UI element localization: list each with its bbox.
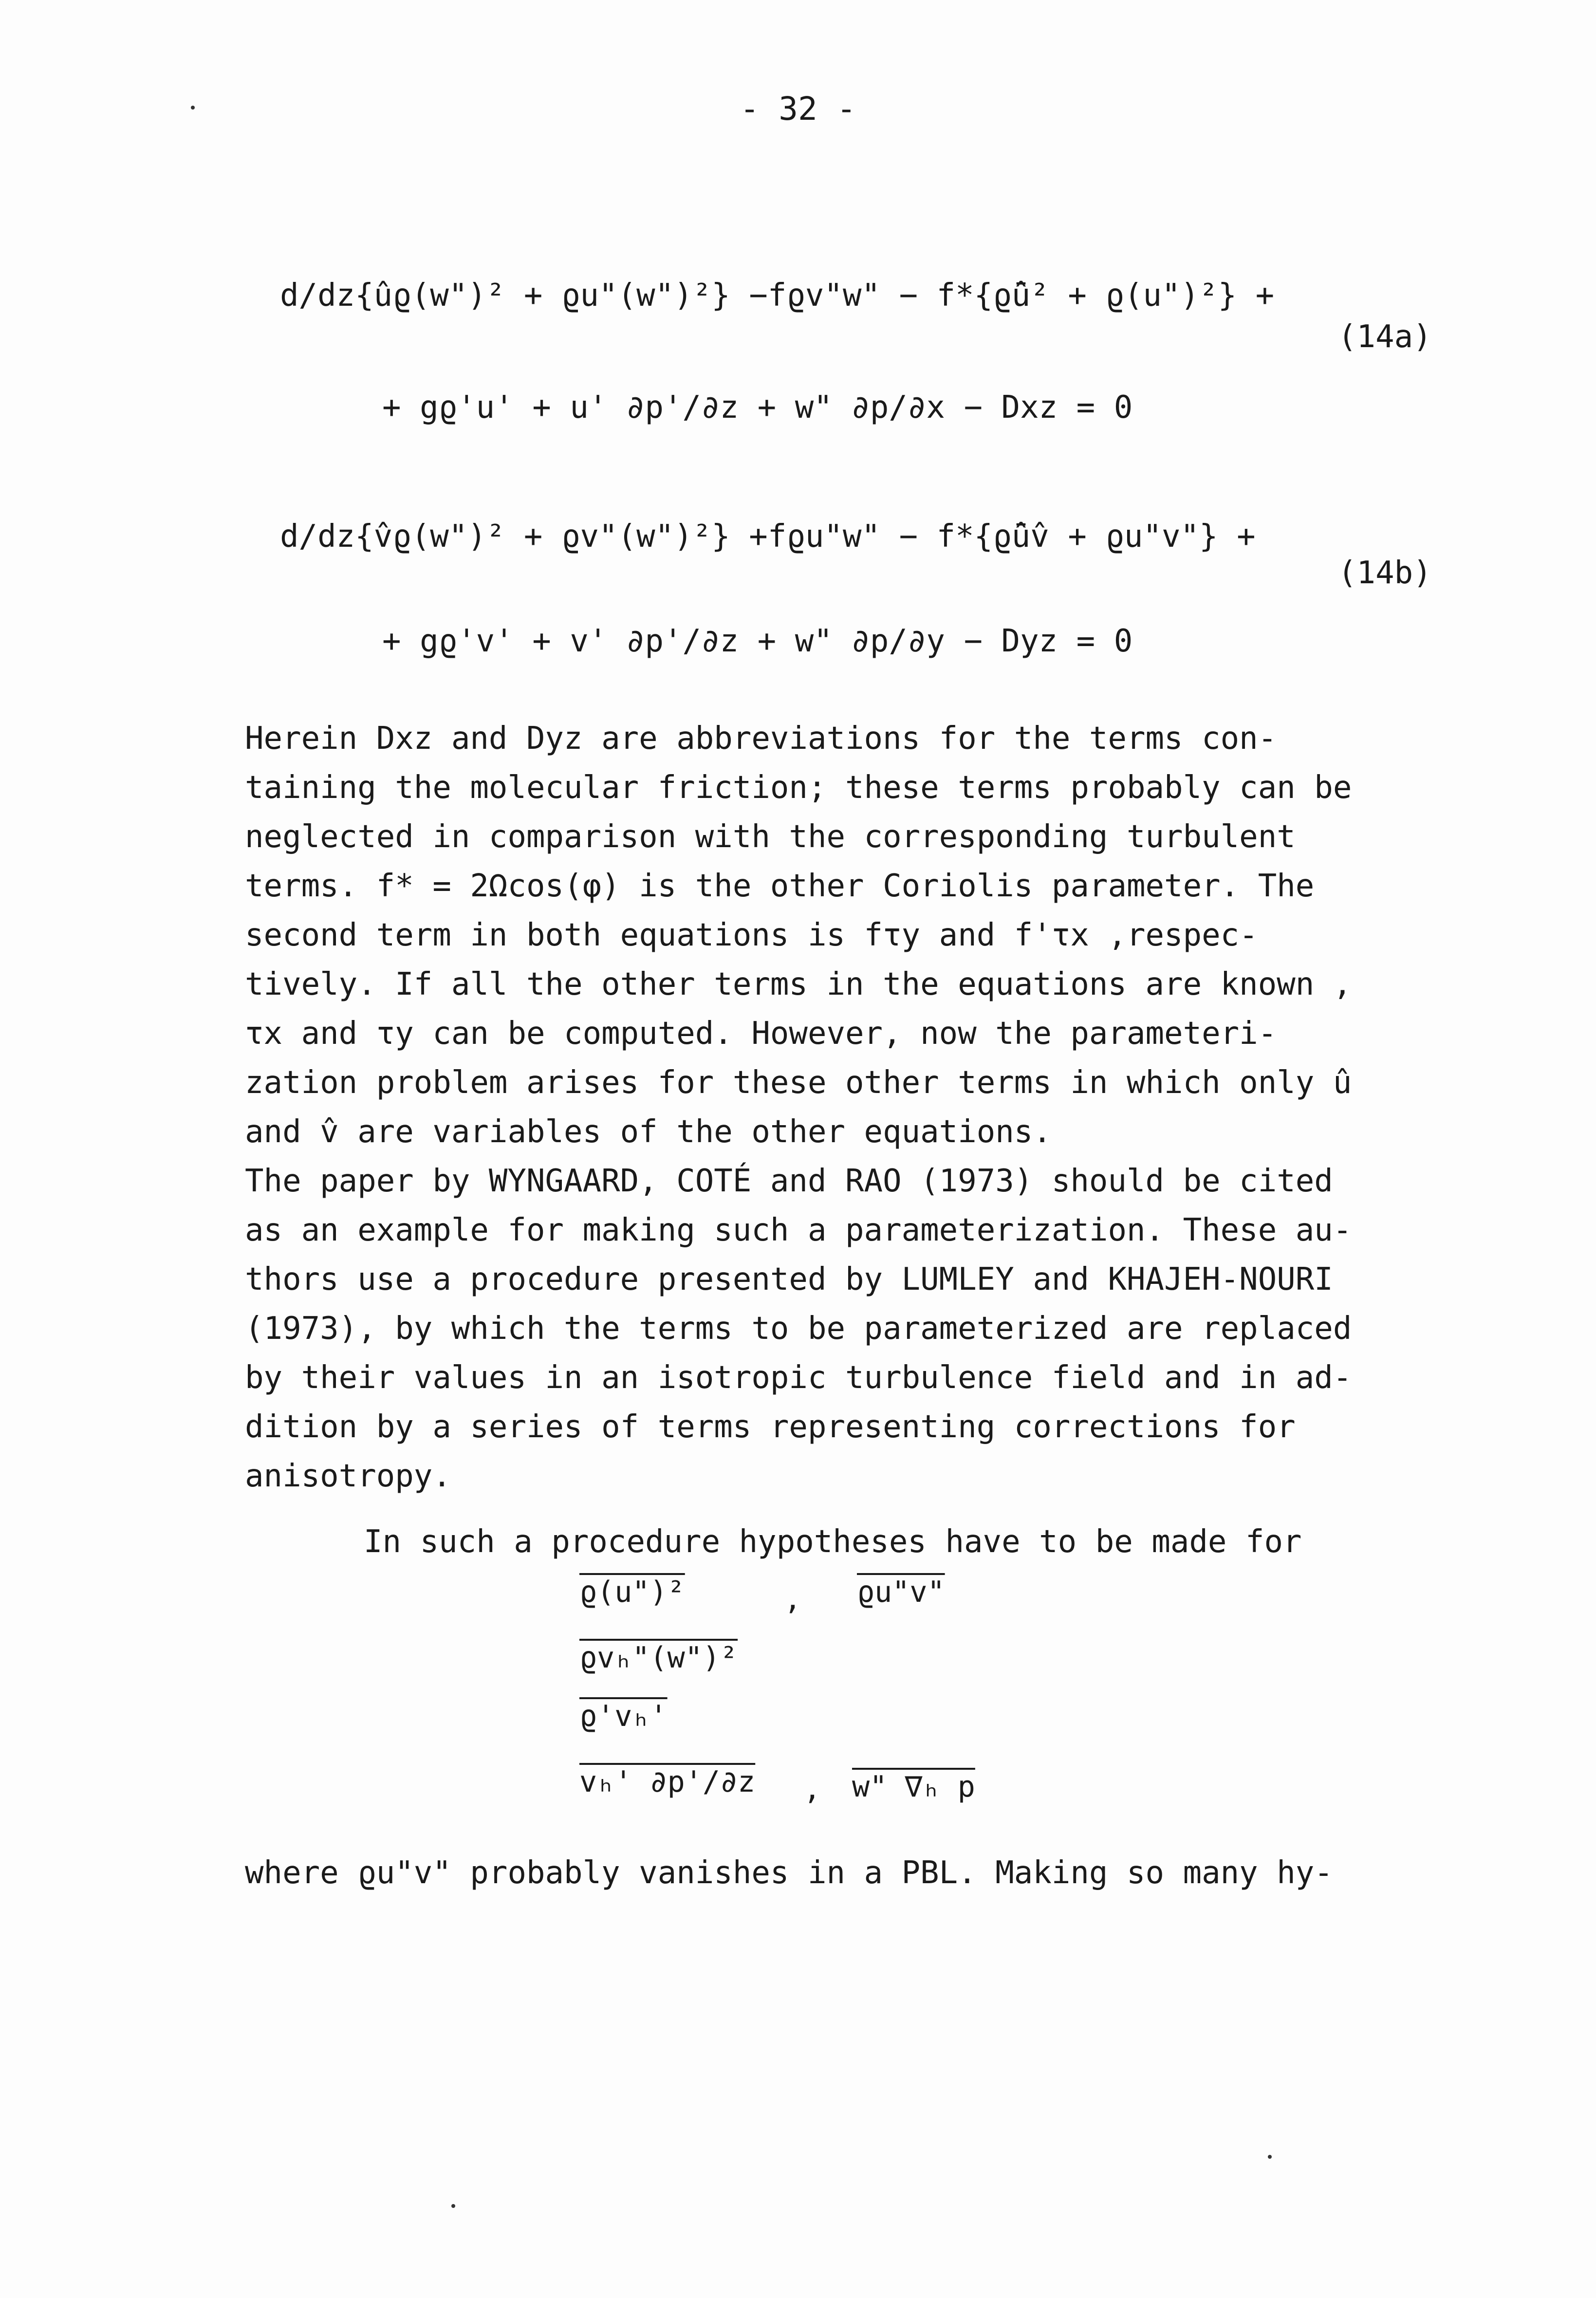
body-line-16: anisotropy.: [245, 1458, 451, 1494]
scan-speck: [191, 106, 195, 110]
body-line-7: τx and τy can be computed. However, now the parameteri-: [245, 1016, 1277, 1052]
body-line-11: as an example for making such a parameterization. These au-: [245, 1212, 1352, 1248]
hypothesis-vh-dpdz: vₕ' ∂p'/∂z: [579, 1765, 756, 1799]
body-line-4: terms. f* = 2Ωcos(φ) is the other Coriolis parameter. The: [245, 868, 1315, 904]
body-line-1: Herein Dxz and Dyz are abbreviations for the terms con-: [245, 721, 1277, 757]
body-line-2: taining the molecular friction; these terms probably can be: [245, 770, 1352, 806]
hypothesis-comma-2: ,: [803, 1772, 821, 1806]
body-line-15: dition by a series of terms representing corrections for: [245, 1409, 1296, 1445]
scan-speck: [1268, 2155, 1272, 2159]
body-line-13: (1973), by which the terms to be parameterized are replaced: [245, 1311, 1352, 1347]
body-line-8: zation problem arises for these other terms in which only û: [245, 1065, 1352, 1101]
body-line-9: and v̂ are variables of the other equations.: [245, 1114, 1052, 1150]
hypothesis-comma-1: ,: [784, 1582, 802, 1616]
body-line-12: thors use a procedure presented by LUMLEY and KHAJEH-NOURI: [245, 1261, 1333, 1297]
hypothesis-rho-vh-w2: ϱvₕ"(w")²: [579, 1641, 738, 1675]
hypotheses-intro: In such a procedure hypotheses have to be made for: [364, 1524, 1302, 1560]
equation-14b-line-1: d/dz{v̂ϱ(w")² + ϱv"(w")²} +fϱu"w" − f*{ϱ̄ûv̂ + ϱu"v"} +: [280, 519, 1256, 555]
body-last-line: where ϱu"v" probably vanishes in a PBL. Making so many hy-: [245, 1855, 1333, 1891]
body-line-14: by their values in an isotropic turbulence field and in ad-: [245, 1360, 1352, 1396]
equation-14b-line-2: + gϱ'v' + v' ∂p'/∂z + w" ∂p/∂y − Dyz = 0: [382, 623, 1133, 659]
hypothesis-rho-u2: ϱ(u")²: [579, 1575, 685, 1609]
equation-14a-line-1: d/dz{ûϱ(w")² + ϱu"(w")²} −fϱv"w" − f*{ϱ̄û² + ϱ(u")²} +: [280, 278, 1275, 314]
equation-14a-line-2: + gϱ'u' + u' ∂p'/∂z + w" ∂p/∂x − Dxz = 0: [382, 389, 1133, 426]
body-line-6: tively. If all the other terms in the equations are known ,: [245, 966, 1352, 1002]
body-line-10: The paper by WYNGAARD, COTÉ and RAO (1973) should be cited: [245, 1163, 1333, 1199]
hypothesis-rho-uv: ϱu"v": [857, 1575, 945, 1609]
scan-speck: [451, 2204, 455, 2208]
hypothesis-w-gradp: w" ∇ₕ p: [852, 1770, 975, 1804]
equation-14a-label: (14a): [1338, 319, 1432, 355]
equation-14b-label: (14b): [1338, 555, 1432, 591]
page-number: - 32 -: [740, 90, 856, 128]
hypothesis-rho-vh: ϱ'vₕ': [579, 1699, 668, 1733]
body-line-3: neglected in comparison with the corresponding turbulent: [245, 819, 1296, 855]
body-line-5: second term in both equations is fτy and f'τx ,respec-: [245, 917, 1258, 953]
